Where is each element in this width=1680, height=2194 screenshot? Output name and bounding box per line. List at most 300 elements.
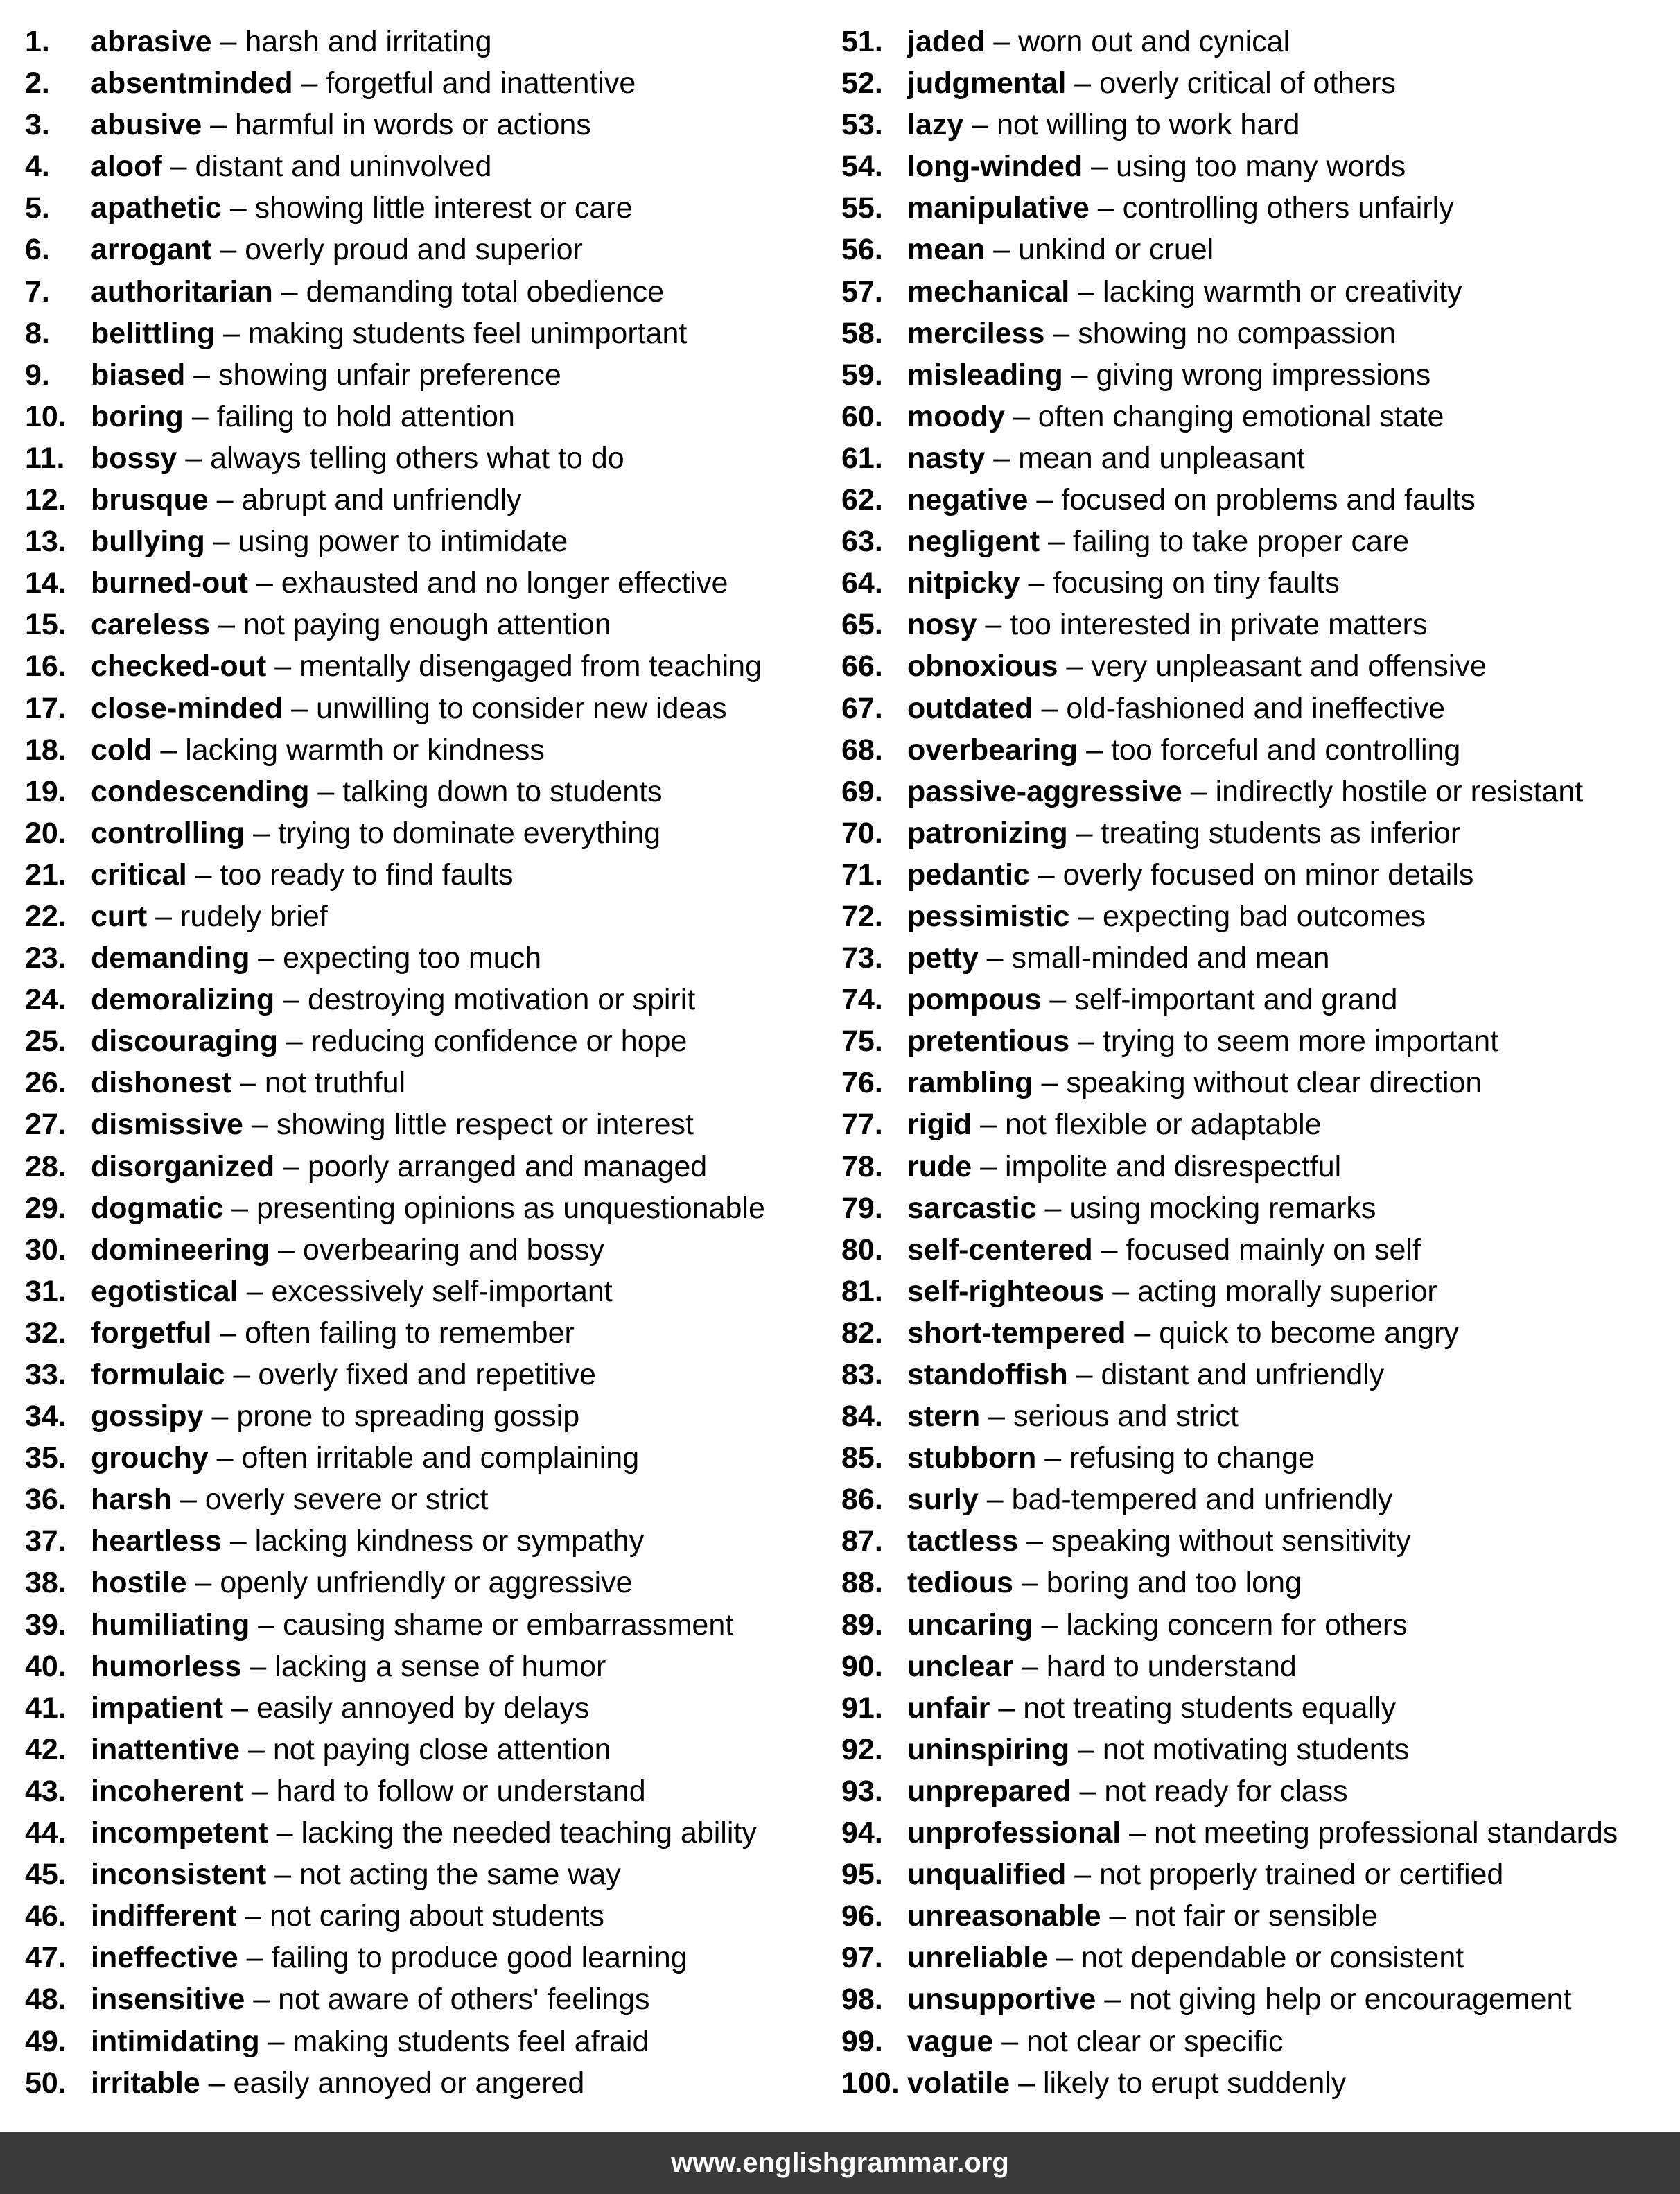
list-item xyxy=(25,1770,822,1812)
item-number: 37. xyxy=(25,1524,67,1558)
item-number: 23. xyxy=(25,941,67,975)
item-number: 13. xyxy=(25,525,67,559)
item-definition: talking down to students xyxy=(342,774,663,808)
list-item xyxy=(841,187,1673,229)
list-item xyxy=(25,1229,822,1271)
item-number: 69. xyxy=(841,774,883,808)
item-separator: – xyxy=(1033,1608,1067,1642)
item-term: self-righteous xyxy=(907,1274,1105,1308)
item-term: tactless xyxy=(907,1524,1019,1558)
item-separator: – xyxy=(1126,1316,1160,1350)
list-item xyxy=(841,229,1673,270)
item-term: overbearing xyxy=(907,733,1078,767)
item-definition: not willing to work hard xyxy=(997,108,1300,142)
item-number: 15. xyxy=(25,608,67,642)
item-separator: – xyxy=(1104,1274,1138,1308)
item-term: obnoxious xyxy=(907,650,1058,684)
item-term: jaded xyxy=(907,25,986,58)
item-term: formulaic xyxy=(91,1358,225,1391)
item-definition: quick to become angry xyxy=(1159,1316,1459,1350)
item-term: petty xyxy=(907,941,979,975)
item-definition: focused mainly on self xyxy=(1126,1233,1421,1266)
item-definition: indirectly hostile or resistant xyxy=(1215,774,1584,808)
list-item xyxy=(841,1229,1673,1271)
list-item xyxy=(841,21,1673,62)
item-definition: not caring about students xyxy=(270,1899,604,1933)
item-term: domineering xyxy=(91,1233,270,1266)
item-separator: – xyxy=(1036,1441,1070,1475)
list-item xyxy=(841,604,1673,645)
item-number: 46. xyxy=(25,1899,67,1933)
item-separator: – xyxy=(1071,1774,1105,1808)
item-definition: prone to spreading gossip xyxy=(236,1400,580,1434)
item-definition: hard to understand xyxy=(1046,1649,1297,1683)
list-item xyxy=(841,354,1673,396)
item-separator: – xyxy=(1020,566,1053,600)
item-definition: overly critical of others xyxy=(1099,67,1396,101)
item-definition: openly unfriendly or aggressive xyxy=(220,1566,633,1600)
item-term: belittling xyxy=(91,316,216,350)
list-item xyxy=(841,313,1673,354)
item-term: incoherent xyxy=(91,1774,243,1808)
item-term: unqualified xyxy=(907,1858,1067,1892)
item-number: 6. xyxy=(25,233,50,267)
item-term: rambling xyxy=(907,1066,1033,1100)
item-separator: – xyxy=(1121,1816,1155,1850)
item-term: stern xyxy=(907,1400,981,1434)
item-number: 66. xyxy=(841,650,883,684)
item-definition: speaking without sensitivity xyxy=(1051,1524,1411,1558)
item-separator: – xyxy=(208,1441,242,1475)
item-number: 76. xyxy=(841,1066,883,1100)
item-number: 53. xyxy=(841,108,883,142)
item-term: inattentive xyxy=(91,1732,240,1766)
item-number: 99. xyxy=(841,2024,883,2058)
item-definition: always telling others what to do xyxy=(210,441,624,475)
item-term: curt xyxy=(91,899,148,933)
item-number: 47. xyxy=(25,1941,67,1975)
list-item xyxy=(841,1562,1673,1603)
item-definition: not properly trained or certified xyxy=(1099,1858,1504,1892)
item-definition: overbearing and bossy xyxy=(302,1233,604,1266)
item-term: gossipy xyxy=(91,1400,204,1434)
item-number: 87. xyxy=(841,1524,883,1558)
item-separator: – xyxy=(231,1066,265,1100)
item-term: judgmental xyxy=(907,67,1067,101)
list-item xyxy=(841,562,1673,604)
item-definition: excessively self-important xyxy=(271,1274,613,1308)
item-separator: – xyxy=(161,150,195,184)
item-term: pessimistic xyxy=(907,899,1070,933)
item-number: 34. xyxy=(25,1400,67,1434)
list-item xyxy=(25,1978,822,2020)
item-term: incompetent xyxy=(91,1816,268,1850)
item-separator: – xyxy=(1182,774,1216,808)
item-number: 91. xyxy=(841,1691,883,1725)
list-item xyxy=(841,1812,1673,1854)
item-term: grouchy xyxy=(91,1441,209,1475)
item-separator: – xyxy=(247,566,281,600)
list-item xyxy=(25,1604,822,1646)
item-separator: – xyxy=(270,1233,303,1266)
list-item xyxy=(25,62,822,104)
item-definition: controlling others unfairly xyxy=(1122,191,1454,225)
item-separator: – xyxy=(200,2066,234,2100)
item-number: 2. xyxy=(25,67,50,101)
item-separator: – xyxy=(211,233,245,267)
item-separator: – xyxy=(203,1400,237,1434)
item-separator: – xyxy=(1069,899,1103,933)
list-item xyxy=(841,1354,1673,1395)
item-number: 28. xyxy=(25,1149,67,1183)
item-number: 95. xyxy=(841,1858,883,1892)
item-separator: – xyxy=(186,1566,220,1600)
item-term: dogmatic xyxy=(91,1191,224,1225)
item-number: 60. xyxy=(841,399,883,433)
item-definition: unkind or cruel xyxy=(1018,233,1214,267)
item-term: unreasonable xyxy=(907,1899,1101,1933)
list-item xyxy=(25,771,822,812)
item-definition: lacking a sense of humor xyxy=(274,1649,606,1683)
list-item xyxy=(841,1437,1673,1479)
item-definition: harsh and irritating xyxy=(245,25,492,58)
list-item xyxy=(25,1062,822,1104)
item-term: volatile xyxy=(907,2066,1010,2100)
list-item xyxy=(25,1937,822,1978)
item-definition: acting morally superior xyxy=(1137,1274,1437,1308)
list-item xyxy=(841,1395,1673,1437)
item-separator: – xyxy=(238,1941,272,1975)
item-term: tedious xyxy=(907,1566,1013,1600)
item-term: bullying xyxy=(91,525,205,559)
item-separator: – xyxy=(221,191,255,225)
item-separator: – xyxy=(211,25,245,58)
list-item xyxy=(841,896,1673,937)
item-number: 97. xyxy=(841,1941,883,1975)
list-item xyxy=(25,604,822,645)
item-separator: – xyxy=(172,1483,205,1517)
item-separator: – xyxy=(990,1691,1024,1725)
item-number: 98. xyxy=(841,1983,883,2017)
item-number: 8. xyxy=(25,316,50,350)
list-item xyxy=(25,2021,822,2062)
item-definition: not aware of others' feelings xyxy=(278,1983,650,2017)
item-separator: – xyxy=(1069,1025,1103,1059)
item-separator: – xyxy=(1069,275,1103,308)
list-item xyxy=(841,1937,1673,1978)
item-term: lazy xyxy=(907,108,964,142)
item-definition: boring and too long xyxy=(1046,1566,1302,1600)
list-item xyxy=(25,1187,822,1229)
item-term: misleading xyxy=(907,358,1063,392)
list-item xyxy=(25,854,822,896)
item-number: 92. xyxy=(841,1732,883,1766)
list-item xyxy=(25,271,822,313)
item-definition: showing little interest or care xyxy=(254,191,633,225)
item-term: unsupportive xyxy=(907,1983,1096,2017)
item-term: humiliating xyxy=(91,1608,250,1642)
item-term: biased xyxy=(91,358,186,392)
list-item xyxy=(841,1646,1673,1687)
footer-url[interactable]: www.englishgrammar.org xyxy=(671,2148,1009,2178)
list-item xyxy=(25,479,822,521)
item-definition: focusing on tiny faults xyxy=(1053,566,1340,600)
item-number: 63. xyxy=(841,525,883,559)
item-separator: – xyxy=(274,1149,308,1183)
item-definition: failing to produce good learning xyxy=(271,1941,688,1975)
item-term: manipulative xyxy=(907,191,1090,225)
item-definition: too forceful and controlling xyxy=(1110,733,1461,767)
item-term: dismissive xyxy=(91,1108,243,1142)
item-number: 68. xyxy=(841,733,883,767)
item-separator: – xyxy=(985,233,1019,267)
list-item xyxy=(25,521,822,562)
item-term: abrasive xyxy=(91,25,212,58)
item-separator: – xyxy=(147,899,181,933)
item-term: mean xyxy=(907,233,986,267)
item-number: 5. xyxy=(25,191,50,225)
item-separator: – xyxy=(972,1149,1005,1183)
item-term: intimidating xyxy=(91,2024,260,2058)
item-term: merciless xyxy=(907,316,1045,350)
item-number: 65. xyxy=(841,608,883,642)
item-term: mechanical xyxy=(907,275,1070,308)
item-definition: trying to dominate everything xyxy=(277,816,661,850)
list-item xyxy=(25,937,822,979)
item-separator: – xyxy=(1018,1524,1051,1558)
item-separator: – xyxy=(972,1108,1005,1142)
item-term: rude xyxy=(907,1149,972,1183)
item-definition: lacking warmth or creativity xyxy=(1103,275,1462,308)
list-item xyxy=(25,729,822,771)
item-term: close-minded xyxy=(91,691,283,725)
item-definition: showing little respect or interest xyxy=(276,1108,694,1142)
item-term: nitpicky xyxy=(907,566,1020,600)
item-term: indifferent xyxy=(91,1899,237,1933)
item-definition: not motivating students xyxy=(1102,1732,1410,1766)
list-item xyxy=(25,562,822,604)
list-item xyxy=(841,2021,1673,2062)
item-separator: – xyxy=(272,275,306,308)
item-definition: easily annoyed by delays xyxy=(256,1691,590,1725)
list-item xyxy=(25,1562,822,1603)
item-definition: showing no compassion xyxy=(1078,316,1397,350)
item-definition: mentally disengaged from teaching xyxy=(299,650,762,684)
item-number: 18. xyxy=(25,733,67,767)
item-term: condescending xyxy=(91,774,310,808)
item-term: dishonest xyxy=(91,1066,232,1100)
item-separator: – xyxy=(221,1524,255,1558)
item-number: 29. xyxy=(25,1191,67,1225)
item-separator: – xyxy=(1092,1233,1126,1266)
item-term: outdated xyxy=(907,691,1033,725)
item-number: 17. xyxy=(25,691,67,725)
item-number: 54. xyxy=(841,150,883,184)
item-number: 79. xyxy=(841,1191,883,1225)
item-separator: – xyxy=(1044,316,1078,350)
item-definition: trying to seem more important xyxy=(1102,1025,1499,1059)
item-term: boring xyxy=(91,399,184,433)
list-item xyxy=(841,104,1673,146)
item-separator: – xyxy=(243,1774,277,1808)
item-term: sarcastic xyxy=(907,1191,1037,1225)
item-definition: often irritable and complaining xyxy=(241,1441,640,1475)
item-number: 27. xyxy=(25,1108,67,1142)
item-term: burned-out xyxy=(91,566,248,600)
item-term: careless xyxy=(91,608,211,642)
item-term: negligent xyxy=(907,525,1040,559)
list-item xyxy=(25,1895,822,1937)
item-number: 88. xyxy=(841,1566,883,1600)
item-number: 11. xyxy=(25,441,65,475)
item-term: forgetful xyxy=(91,1316,212,1350)
item-number: 82. xyxy=(841,1316,883,1350)
list-item xyxy=(25,688,822,729)
item-term: pretentious xyxy=(907,1025,1070,1059)
item-separator: – xyxy=(202,108,235,142)
word-list xyxy=(0,21,1680,2100)
item-separator: – xyxy=(225,1358,259,1391)
list-item xyxy=(25,1271,822,1312)
item-definition: reducing confidence or hope xyxy=(310,1025,688,1059)
item-number: 64. xyxy=(841,566,883,600)
item-term: insensitive xyxy=(91,1983,245,2017)
item-definition: expecting too much xyxy=(283,941,542,975)
item-definition: destroying motivation or spirit xyxy=(308,983,696,1017)
item-number: 43. xyxy=(25,1774,67,1808)
item-term: negative xyxy=(907,483,1029,517)
item-number: 36. xyxy=(25,1483,67,1517)
item-number: 77. xyxy=(841,1108,883,1142)
item-separator: – xyxy=(1058,650,1092,684)
item-number: 55. xyxy=(841,191,883,225)
item-separator: – xyxy=(1028,483,1062,517)
item-separator: – xyxy=(985,25,1019,58)
list-item xyxy=(841,688,1673,729)
item-separator: – xyxy=(985,441,1019,475)
item-definition: not giving help or encouragement xyxy=(1129,1983,1572,2017)
item-separator: – xyxy=(1101,1899,1135,1933)
list-item xyxy=(841,937,1673,979)
item-definition: mean and unpleasant xyxy=(1018,441,1305,475)
list-item xyxy=(841,645,1673,687)
item-definition: impolite and disrespectful xyxy=(1005,1149,1342,1183)
item-number: 83. xyxy=(841,1358,883,1391)
item-term: unreliable xyxy=(907,1941,1049,1975)
item-term: impatient xyxy=(91,1691,224,1725)
item-separator: – xyxy=(1041,983,1075,1017)
item-separator: – xyxy=(309,774,343,808)
item-definition: overly severe or strict xyxy=(204,1483,489,1517)
list-item xyxy=(25,1646,822,1687)
item-definition: not clear or specific xyxy=(1026,2024,1284,2058)
item-term: rigid xyxy=(907,1108,972,1142)
item-number: 70. xyxy=(841,816,883,850)
item-term: controlling xyxy=(91,816,245,850)
item-number: 7. xyxy=(25,275,50,308)
item-definition: not flexible or adaptable xyxy=(1004,1108,1322,1142)
item-term: aloof xyxy=(91,150,162,184)
list-item xyxy=(25,1020,822,1062)
item-definition: speaking without clear direction xyxy=(1066,1066,1482,1100)
list-item xyxy=(25,1354,822,1395)
item-number: 93. xyxy=(841,1774,883,1808)
item-definition: not truthful xyxy=(264,1066,406,1100)
item-separator: – xyxy=(283,691,316,725)
item-term: stubborn xyxy=(907,1441,1037,1475)
item-separator: – xyxy=(266,650,300,684)
item-term: pompous xyxy=(907,983,1042,1017)
item-separator: – xyxy=(1040,525,1073,559)
item-term: critical xyxy=(91,857,187,891)
item-number: 85. xyxy=(841,1441,883,1475)
item-number: 35. xyxy=(25,1441,67,1475)
item-separator: – xyxy=(250,941,283,975)
item-term: passive-aggressive xyxy=(907,774,1182,808)
item-term: patronizing xyxy=(907,816,1068,850)
item-definition: not acting the same way xyxy=(299,1858,621,1892)
item-number: 24. xyxy=(25,983,67,1017)
item-number: 41. xyxy=(25,1691,67,1725)
item-definition: distant and unfriendly xyxy=(1101,1358,1385,1391)
list-item xyxy=(841,1729,1673,1770)
item-number: 57. xyxy=(841,275,883,308)
list-item xyxy=(841,729,1673,771)
item-number: 84. xyxy=(841,1400,883,1434)
item-separator: – xyxy=(185,358,219,392)
item-term: abusive xyxy=(91,108,202,142)
item-definition: often changing emotional state xyxy=(1038,399,1444,433)
item-term: authoritarian xyxy=(91,275,273,308)
item-term: surly xyxy=(907,1483,979,1517)
item-separator: – xyxy=(1062,358,1096,392)
item-term: uninspiring xyxy=(907,1732,1070,1766)
item-number: 39. xyxy=(25,1608,67,1642)
item-term: pedantic xyxy=(907,857,1030,891)
list-item xyxy=(841,1770,1673,1812)
item-term: arrogant xyxy=(91,233,212,267)
item-definition: serious and strict xyxy=(1013,1400,1239,1434)
item-number: 1. xyxy=(25,25,50,58)
item-separator: – xyxy=(1033,691,1067,725)
item-definition: giving wrong impressions xyxy=(1096,358,1431,392)
item-term: harsh xyxy=(91,1483,173,1517)
item-separator: – xyxy=(1048,1941,1081,1975)
item-separator: – xyxy=(1036,1191,1070,1225)
item-separator: – xyxy=(236,1899,270,1933)
list-item xyxy=(25,1146,822,1187)
list-item xyxy=(25,812,822,854)
list-item xyxy=(25,1687,822,1729)
item-number: 49. xyxy=(25,2024,67,2058)
item-term: heartless xyxy=(91,1524,222,1558)
item-number: 80. xyxy=(841,1233,883,1266)
item-term: moody xyxy=(907,399,1005,433)
list-item xyxy=(25,1479,822,1520)
item-definition: worn out and cynical xyxy=(1018,25,1290,58)
list-item xyxy=(841,854,1673,896)
item-separator: – xyxy=(211,1316,245,1350)
list-item xyxy=(841,1895,1673,1937)
list-item xyxy=(25,1520,822,1562)
item-number: 48. xyxy=(25,1983,67,2017)
item-term: short-tempered xyxy=(907,1316,1126,1350)
item-definition: not fair or sensible xyxy=(1134,1899,1378,1933)
item-separator: – xyxy=(1004,399,1038,433)
list-item xyxy=(25,21,822,62)
item-separator: – xyxy=(274,983,308,1017)
item-term: long-winded xyxy=(907,150,1083,184)
